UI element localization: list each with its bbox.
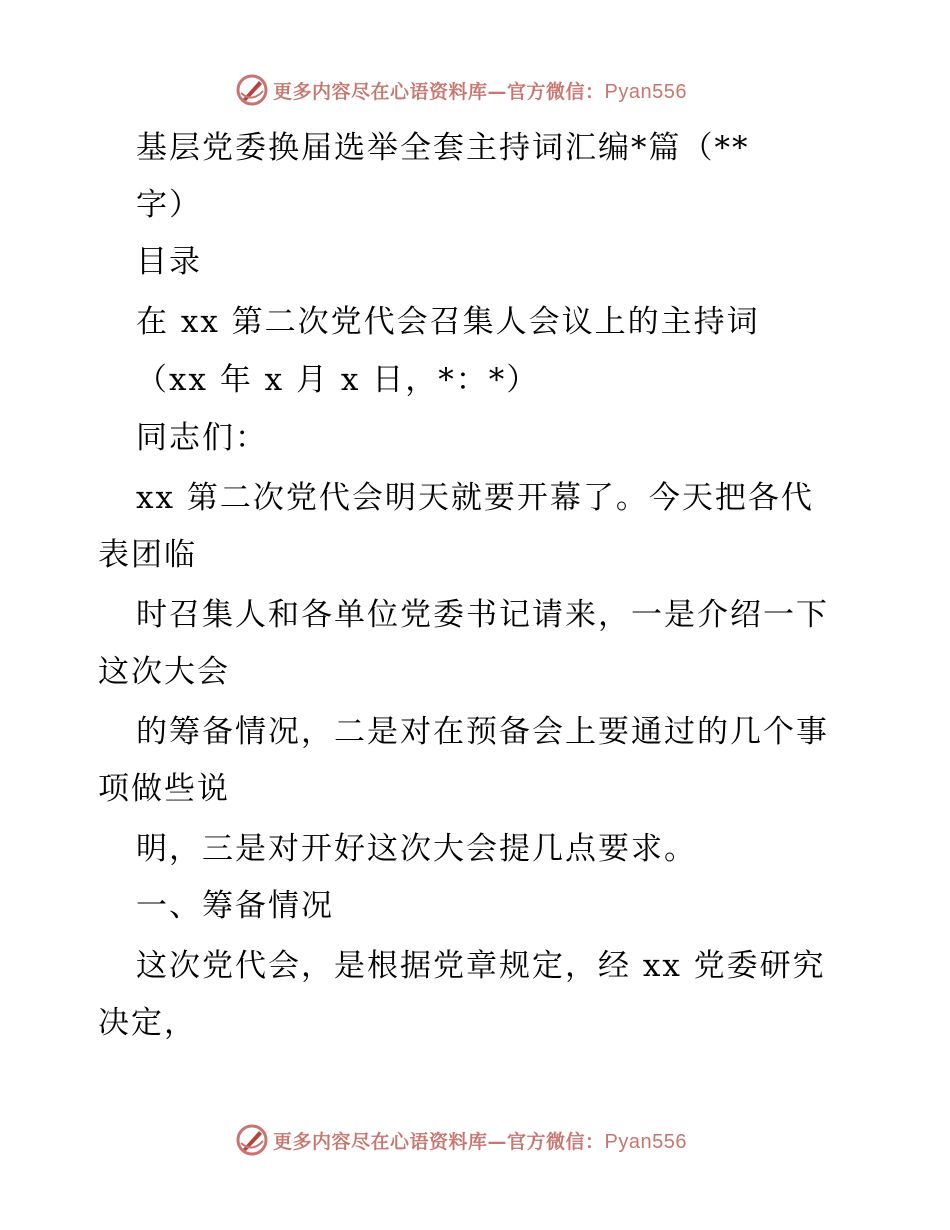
paragraph-line: 表团临 (98, 537, 197, 573)
watermark-wechat-id: Pyan556 (604, 80, 687, 103)
subsection-heading: 一、筹备情况 (136, 888, 334, 924)
section-date: （xx 年 x 月 x 日，*：*） (136, 362, 540, 398)
paragraph-line: 项做些说 (98, 771, 230, 807)
document-title-line-1: 基层党委换届选举全套主持词汇编*篇（** (136, 130, 750, 166)
salutation: 同志们： (136, 420, 268, 456)
footer-watermark (235, 1122, 687, 1158)
watermark-text: 更多内容尽在心语资料库—官方微信：Pyan556 (273, 1130, 687, 1153)
section-title: 在 xx 第二次党代会召集人会议上的主持词 (136, 304, 760, 340)
paragraph-line: 这次党代会，是根据党章规定，经 xx 党委研究 (136, 948, 826, 984)
watermark-logo-icon (235, 73, 269, 107)
watermark-text: 更多内容尽在心语资料库—官方微信：Pyan556 (273, 80, 687, 103)
paragraph-line: 的筹备情况，二是对在预备会上要通过的几个事 (136, 714, 829, 750)
paragraph-line: 这次大会 (98, 654, 230, 690)
document-title-line-2: 字） (136, 187, 202, 223)
header-watermark (235, 72, 687, 108)
paragraph-line: xx 第二次党代会明天就要开幕了。今天把各代 (136, 480, 814, 516)
watermark-wechat-id: Pyan556 (604, 1130, 687, 1153)
toc-heading: 目录 (136, 244, 202, 280)
watermark-logo-icon (235, 1123, 269, 1157)
paragraph-line: 时召集人和各单位党委书记请来，一是介绍一下 (136, 597, 829, 633)
paragraph-line: 决定， (98, 1005, 197, 1041)
paragraph-line: 明，三是对开好这次大会提几点要求。 (136, 831, 697, 867)
